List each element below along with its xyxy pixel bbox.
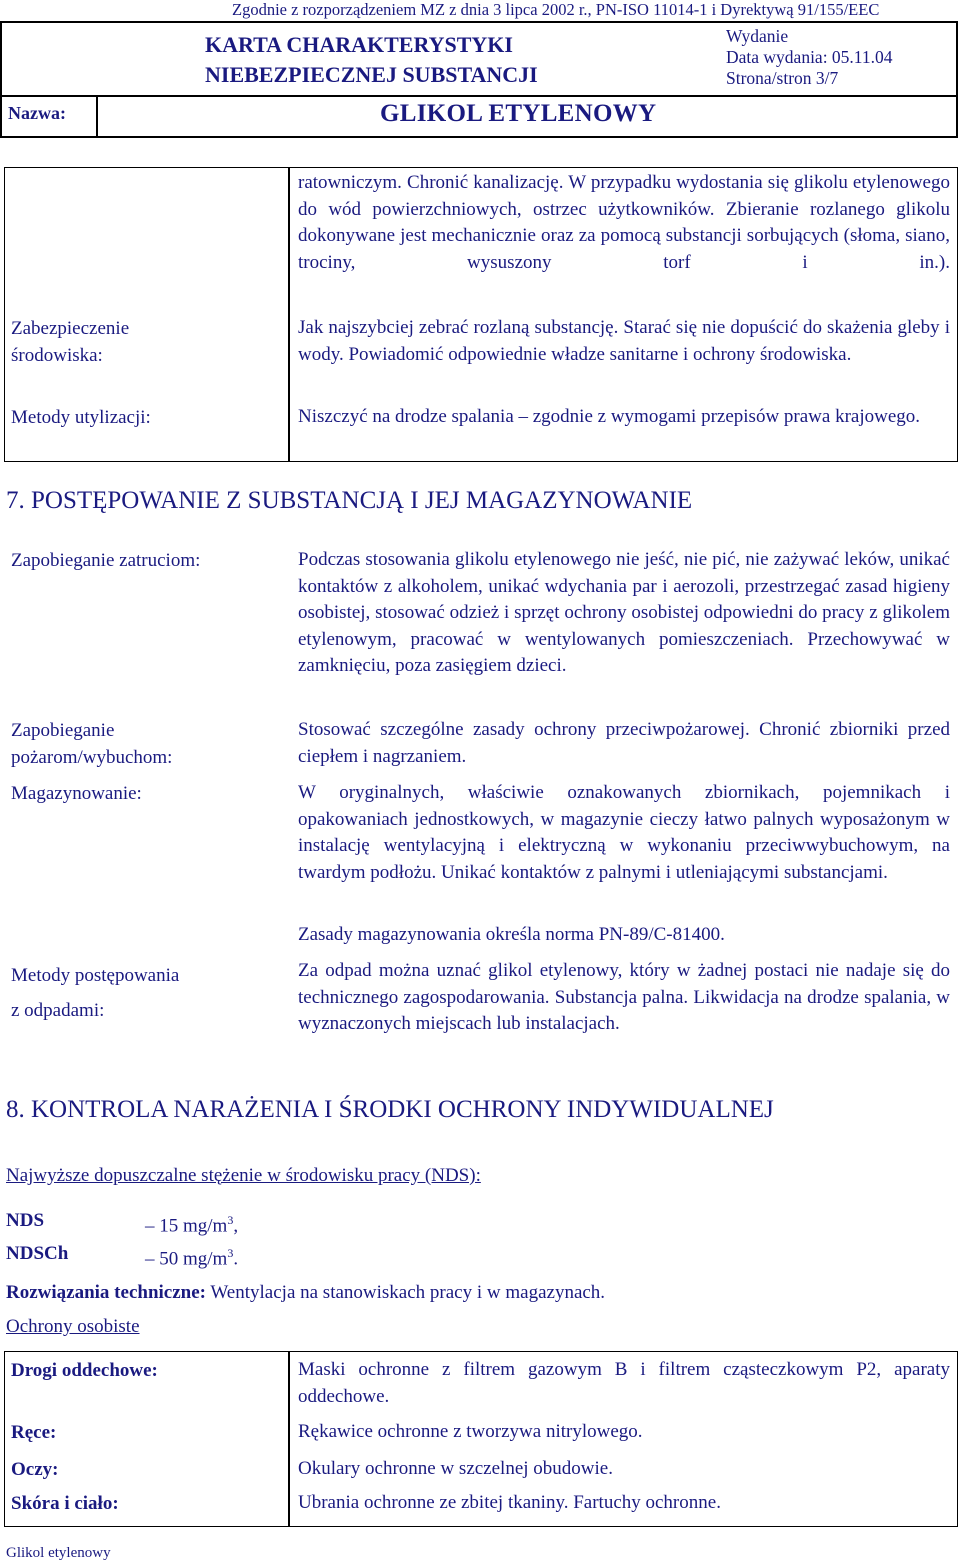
name-label: Nazwa: [8, 103, 66, 123]
ndsch-tail: . [233, 1248, 239, 1270]
nds-exponent: 3 [227, 1213, 234, 1227]
ndsch-value-text: – 50 mg/m [145, 1248, 228, 1270]
poison-prevention-text: Podczas stosowania glikolu etylenowego nie jeść, nie pić, nie zażywać leków, unikać kontaktów z alkoholem, unikać wdychania par i aerozoli, przestrzegać zasad higieny osobistej, stosować odzież i sprzęt ochrony osobistej odpowiedni do pracy z glikolem etylenowym, pracować w wentylowanych pomieszczeniach. Przechowywać w zamknięciu, poza zasięgiem dzieci. [298, 549, 950, 676]
section7-heading: 7. POSTĘPOWANIE Z SUBSTANCJĄ I JEJ MAGAZYNOWANIE [6, 487, 693, 514]
section8-heading: 8. KONTROLA NARAŻENIA I ŚRODKI OCHRONY INDYWIDUALNEJ [6, 1096, 774, 1123]
footer-substance-name: Glikol etylenowy [6, 1545, 111, 1561]
respiratory-label: Drogi oddechowe: [11, 1360, 158, 1381]
document-title [205, 30, 538, 90]
fire-label-line-1: Zapobieganie [11, 720, 115, 741]
edition-label: Wydanie [726, 26, 789, 46]
env-protection-label [11, 315, 129, 369]
env-label-line-2: środowiska: [11, 345, 103, 366]
fire-label-line-2: pożarom/wybuchom: [11, 747, 173, 768]
fire-prevention-label [11, 717, 172, 771]
page-number: Strona/stron 3/7 [726, 68, 839, 88]
section6-paragraph: ratowniczym. Chronić kanalizację. W przypadku wydostania się glikolu etylenowego do wód powierzchniowych, ostrzec użytkowników. Zbieranie rozlanego glikolu dokonywane jest mechanicznie oraz za pomocą substancji sorbujących (słoma, siano, trociny, wysuszony torf i in.). [298, 172, 950, 273]
title-line-1: KARTA CHARAKTERYSTYKI [205, 32, 513, 57]
disposal-text: Niszczyć na drodze spalania – zgodnie z wymogami przepisów prawa krajowego. [298, 406, 921, 427]
env-label-line-1: Zabezpieczenie [11, 318, 130, 339]
eyes-text: Okulary ochronne w szczelnej obudowie. [298, 1458, 613, 1479]
ndsch-value [145, 1240, 238, 1272]
eyes-label: Oczy: [11, 1459, 59, 1480]
waste-label-line-2: z odpadami: [11, 1000, 105, 1021]
technical-solutions [6, 1279, 605, 1306]
hands-label: Ręce: [11, 1422, 57, 1443]
waste-methods-label [11, 958, 179, 1028]
nds-label: NDS [6, 1210, 45, 1231]
document-meta [726, 26, 893, 89]
skin-text: Ubrania ochronne ze zbitej tkaniny. Fartuchy ochronne. [298, 1492, 721, 1513]
fire-prevention-text: Stosować szczególne zasady ochrony przeciwpożarowej. Chronić zbiorniki przed ciepłem i nagrzaniem. [298, 719, 950, 767]
ndsch-exponent: 3 [227, 1246, 234, 1260]
waste-methods-text: Za odpad można uznać glikol etylenowy, który w żadnej postaci nie nadaje się do technicznego zagospodarowania. Substancja palna. Likwidacja na drodze spalania, w wyznaczonych miejscach lub instalacjach. [298, 960, 950, 1034]
technical-label: Rozwiązania techniczne: [6, 1282, 206, 1303]
storage-norm: Zasady magazynowania określa norma PN-89/C-81400. [298, 924, 725, 945]
waste-label-line-1: Metody postępowania [11, 965, 180, 986]
hands-text: Rękawice ochronne z tworzywa nitrylowego. [298, 1421, 643, 1442]
respiratory-text: Maski ochronne z filtrem gazowym B i filtrem cząsteczkowym P2, aparaty oddechowe. [298, 1359, 950, 1407]
issue-date: Data wydania: 05.11.04 [726, 47, 893, 67]
header-divider [0, 95, 958, 97]
env-protection-text: Jak najszybciej zebrać rozlaną substancję. Starać się nie dopuścić do skażenia gleby i wody. Powiadomić odpowiednie władze sanitarne i ochrony środowiska. [298, 317, 950, 365]
poison-prevention-label: Zapobieganie zatruciom: [11, 550, 201, 571]
nds-heading: Najwyższe dopuszczalne stężenie w środowisku pracy (NDS): [6, 1165, 481, 1186]
title-line-2: NIEBEZPIECZNEJ SUBSTANCJI [205, 62, 538, 87]
technical-text: Wentylacja na stanowiskach pracy i w magazynach. [205, 1282, 606, 1303]
nds-value-text: – 15 mg/m [145, 1215, 228, 1237]
ppe-column-divider [288, 1351, 290, 1527]
personal-protection-heading: Ochrony osobiste [6, 1316, 140, 1337]
substance-name: GLIKOL ETYLENOWY [380, 100, 657, 127]
nds-value [145, 1207, 238, 1239]
storage-label: Magazynowanie: [11, 783, 142, 804]
disposal-label: Metody utylizacji: [11, 407, 151, 428]
header-name-divider [96, 95, 98, 138]
storage-text: W oryginalnych, właściwie oznakowanych zbiornikach, pojemnikach i opakowaniach jednostkowych, w magazynie cieczy łatwo palnych wyposażonym w instalację wentylacyjną i elektryczną w wykonaniu przeciwwybuchowym, na twardym podłożu. Unikać kontaktów z palnymi i utleniającymi substancjami. [298, 782, 950, 883]
ndsch-label: NDSCh [6, 1243, 69, 1264]
regulation-note: Zgodnie z rozporządzeniem MZ z dnia 3 lipca 2002 r., PN-ISO 11014-1 i Dyrektywą 91/155/EEC [232, 0, 880, 19]
section6-column-divider [288, 167, 290, 462]
skin-label: Skóra i ciało: [11, 1493, 119, 1514]
nds-tail: , [233, 1215, 239, 1237]
